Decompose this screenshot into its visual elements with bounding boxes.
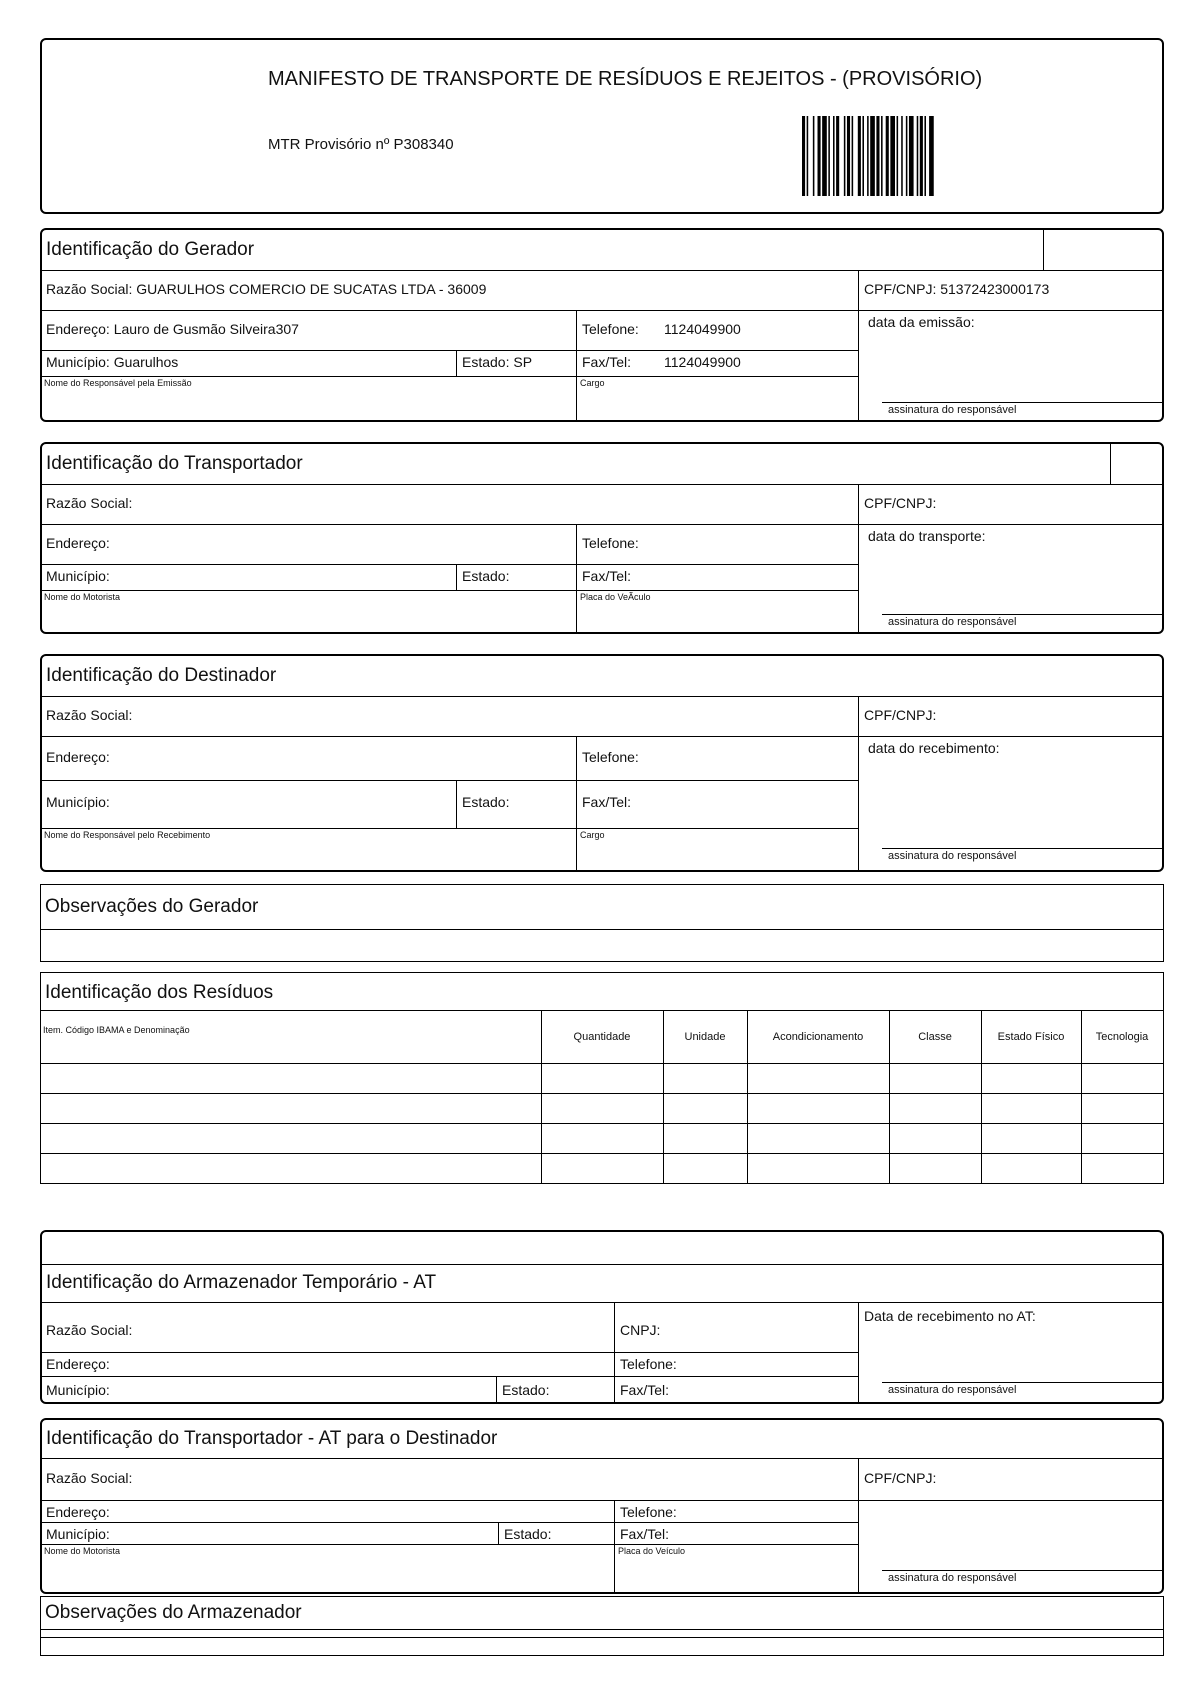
- transportador-telefone: Telefone:: [582, 535, 639, 551]
- divider: [42, 524, 1162, 525]
- divider: [41, 1637, 1163, 1638]
- divider: [858, 696, 859, 872]
- barcode-bar: [813, 116, 815, 196]
- destinador-municipio: Município:: [46, 794, 110, 810]
- barcode-bar: [844, 116, 846, 196]
- armazenador-heading: Identificação do Armazenador Temporário - AT: [46, 1272, 437, 1293]
- divider: [42, 696, 1162, 697]
- divider: [42, 564, 858, 565]
- divider: [1110, 444, 1111, 484]
- barcode-bar: [802, 116, 805, 196]
- observacoes-armazenador-section: [40, 1596, 1164, 1656]
- barcode-bar: [929, 116, 934, 196]
- barcode-bar: [924, 116, 926, 196]
- residuos-heading: Identificação dos Resíduos: [45, 982, 274, 1003]
- barcode-bar: [881, 116, 883, 196]
- armazenador-fax: Fax/Tel:: [620, 1382, 670, 1398]
- divider: [42, 1302, 1162, 1303]
- armazenador-data-recebimento: Data de recebimento no AT:: [864, 1308, 1036, 1324]
- divider: [496, 1376, 497, 1404]
- armazenador-municipio: Município:: [46, 1382, 110, 1398]
- divider: [42, 590, 858, 591]
- transportador-assinatura: assinatura do responsável: [888, 616, 1017, 628]
- observacoes-gerador-heading: Observações do Gerador: [45, 896, 259, 917]
- barcode-bar: [862, 116, 864, 196]
- barcode-bar: [897, 116, 899, 196]
- divider: [614, 1302, 615, 1404]
- transportador-estado: Estado:: [462, 568, 510, 584]
- destinador-section: [40, 654, 1164, 872]
- col-unidade-header: Unidade: [684, 1031, 726, 1043]
- transportador-razao-social: Razão Social:: [46, 495, 133, 511]
- divider: [456, 780, 457, 828]
- barcode-bar: [858, 116, 861, 196]
- transportador-at-municipio: Município:: [46, 1526, 110, 1542]
- divider: [41, 929, 1163, 930]
- divider: [42, 1458, 1162, 1459]
- divider: [858, 1302, 859, 1404]
- divider: [42, 1376, 858, 1377]
- barcode-bar: [867, 116, 869, 196]
- document-title: MANIFESTO DE TRANSPORTE DE RESÍDUOS E REJEITOS - (PROVISÓRIO): [268, 68, 983, 90]
- header-box: [40, 38, 1164, 214]
- transportador-municipio: Município:: [46, 568, 110, 584]
- table-row: [41, 1153, 1163, 1154]
- col-estado-fisico-header: Estado Físico: [997, 1031, 1065, 1043]
- barcode-bar: [909, 116, 914, 196]
- gerador-telefone-label: Telefone:: [582, 321, 639, 337]
- divider: [42, 376, 858, 377]
- observacoes-gerador-section: [40, 884, 1164, 962]
- divider: [42, 780, 858, 781]
- transportador-section: [40, 442, 1164, 634]
- transportador-fax: Fax/Tel:: [582, 568, 632, 584]
- table-row: [41, 1123, 1163, 1124]
- destinador-fax: Fax/Tel:: [582, 794, 632, 810]
- barcode-bar: [807, 116, 809, 196]
- armazenador-cnpj: CNPJ:: [620, 1322, 661, 1338]
- col-item-header: Item. Código IBAMA e Denominação: [43, 1025, 190, 1035]
- transportador-at-motorista-label: Nome do Motorista: [44, 1546, 121, 1556]
- destinador-estado: Estado:: [462, 794, 510, 810]
- destinador-responsavel-label: Nome do Responsável pelo Recebimento: [44, 830, 211, 840]
- transportador-at-estado: Estado:: [504, 1526, 552, 1542]
- transportador-endereco: Endereço:: [46, 535, 110, 551]
- barcode-bar: [847, 116, 850, 196]
- transportador-at-telefone: Telefone:: [620, 1504, 677, 1520]
- divider: [858, 484, 859, 634]
- signature-line: [882, 1570, 1164, 1571]
- gerador-responsavel-label: Nome do Responsável pela Emissão: [44, 378, 192, 388]
- divider: [41, 1629, 1163, 1630]
- transportador-at-section: [40, 1418, 1164, 1594]
- divider: [42, 828, 858, 829]
- col-tecnologia-header: Tecnologia: [1095, 1031, 1149, 1043]
- destinador-cpf-cnpj: CPF/CNPJ:: [864, 707, 937, 723]
- signature-line: [882, 1382, 1164, 1383]
- gerador-fax-label: Fax/Tel:: [582, 354, 632, 370]
- destinador-endereco: Endereço:: [46, 749, 110, 765]
- barcode-bar: [906, 116, 908, 196]
- transportador-at-assinatura: assinatura do responsável: [888, 1572, 1017, 1584]
- divider: [576, 524, 577, 634]
- barcode: [802, 116, 988, 196]
- gerador-section: [40, 228, 1164, 422]
- divider: [858, 270, 859, 422]
- residuos-section: [40, 972, 1164, 1184]
- destinador-assinatura: assinatura do responsável: [888, 850, 1017, 862]
- barcode-bar: [890, 116, 895, 196]
- table-row: [41, 1063, 1163, 1064]
- gerador-estado: Estado: SP: [462, 354, 533, 370]
- transportador-heading: Identificação do Transportador: [46, 453, 303, 474]
- transportador-at-placa-label: Placa do Veículo: [618, 1546, 686, 1556]
- divider: [42, 1352, 858, 1353]
- observacoes-armazenador-heading: Observações do Armazenador: [45, 1602, 302, 1623]
- transportador-at-cpf-cnpj: CPF/CNPJ:: [864, 1470, 937, 1486]
- col-classe-header: Classe: [918, 1031, 952, 1043]
- barcode-bar: [828, 116, 830, 196]
- divider: [42, 736, 1162, 737]
- divider: [42, 270, 1162, 271]
- gerador-cargo-label: Cargo: [580, 378, 605, 388]
- divider: [456, 350, 457, 376]
- mtr-number: MTR Provisório nº P308340: [268, 136, 454, 153]
- destinador-heading: Identificação do Destinador: [46, 665, 277, 686]
- divider: [42, 1264, 1162, 1265]
- transportador-at-fax: Fax/Tel:: [620, 1526, 670, 1542]
- transportador-placa-label: Placa do VeÃculo: [580, 592, 651, 602]
- divider: [42, 310, 1162, 311]
- divider: [42, 350, 858, 351]
- barcode-bar: [886, 116, 889, 196]
- armazenador-assinatura: assinatura do responsável: [888, 1384, 1017, 1396]
- transportador-at-razao-social: Razão Social:: [46, 1470, 133, 1486]
- armazenador-section: [40, 1230, 1164, 1404]
- destinador-razao-social: Razão Social:: [46, 707, 133, 723]
- barcode-bar: [836, 116, 839, 196]
- armazenador-endereco: Endereço:: [46, 1356, 110, 1372]
- divider: [614, 1500, 615, 1594]
- divider: [42, 484, 1162, 485]
- transportador-cpf-cnpj: CPF/CNPJ:: [864, 495, 937, 511]
- gerador-telefone-value: 1124049900: [664, 321, 741, 337]
- transportador-data-transporte: data do transporte:: [868, 528, 986, 544]
- barcode-bar: [901, 116, 903, 196]
- divider: [41, 1010, 1163, 1011]
- divider: [42, 1522, 858, 1523]
- armazenador-telefone: Telefone:: [620, 1356, 677, 1372]
- divider: [498, 1522, 499, 1544]
- gerador-assinatura: assinatura do responsável: [888, 404, 1017, 416]
- armazenador-razao-social: Razão Social:: [46, 1322, 133, 1338]
- armazenador-estado: Estado:: [502, 1382, 550, 1398]
- signature-line: [882, 402, 1164, 403]
- barcode-bar: [920, 116, 923, 196]
- destinador-telefone: Telefone:: [582, 749, 639, 765]
- signature-line: [882, 848, 1164, 849]
- transportador-at-heading: Identificação do Transportador - AT para o Destinador: [46, 1428, 498, 1449]
- divider: [42, 1500, 1162, 1501]
- gerador-cpf-cnpj: CPF/CNPJ: 51372423000173: [864, 281, 1050, 297]
- col-acondicionamento-header: Acondicionamento: [772, 1031, 864, 1043]
- col-quantidade-header: Quantidade: [573, 1031, 631, 1043]
- signature-line: [882, 614, 1164, 615]
- transportador-at-endereco: Endereço:: [46, 1504, 110, 1520]
- barcode-bar: [876, 116, 879, 196]
- gerador-fax-value: 1124049900: [664, 354, 741, 370]
- transportador-motorista-label: Nome do Motorista: [44, 592, 121, 602]
- divider: [576, 310, 577, 422]
- divider: [1043, 230, 1044, 270]
- barcode-bar: [833, 116, 835, 196]
- divider: [576, 736, 577, 872]
- divider: [858, 1458, 859, 1594]
- gerador-municipio: Município: Guarulhos: [46, 354, 179, 370]
- barcode-bar: [870, 116, 875, 196]
- gerador-endereco: Endereço: Lauro de Gusmão Silveira307: [46, 321, 299, 337]
- destinador-cargo-label: Cargo: [580, 830, 605, 840]
- barcode-bar: [818, 116, 821, 196]
- barcode-bar: [852, 116, 854, 196]
- gerador-razao-social: Razão Social: GUARULHOS COMERCIO DE SUCATAS LTDA - 36009: [46, 281, 487, 297]
- destinador-data-recebimento: data do recebimento:: [868, 740, 1000, 756]
- gerador-data-emissao: data da emissão:: [868, 314, 975, 330]
- divider: [456, 564, 457, 590]
- gerador-heading: Identificação do Gerador: [46, 239, 255, 260]
- barcode-bar: [822, 116, 827, 196]
- barcode-bar: [917, 116, 919, 196]
- divider: [42, 1544, 858, 1545]
- table-row: [41, 1093, 1163, 1094]
